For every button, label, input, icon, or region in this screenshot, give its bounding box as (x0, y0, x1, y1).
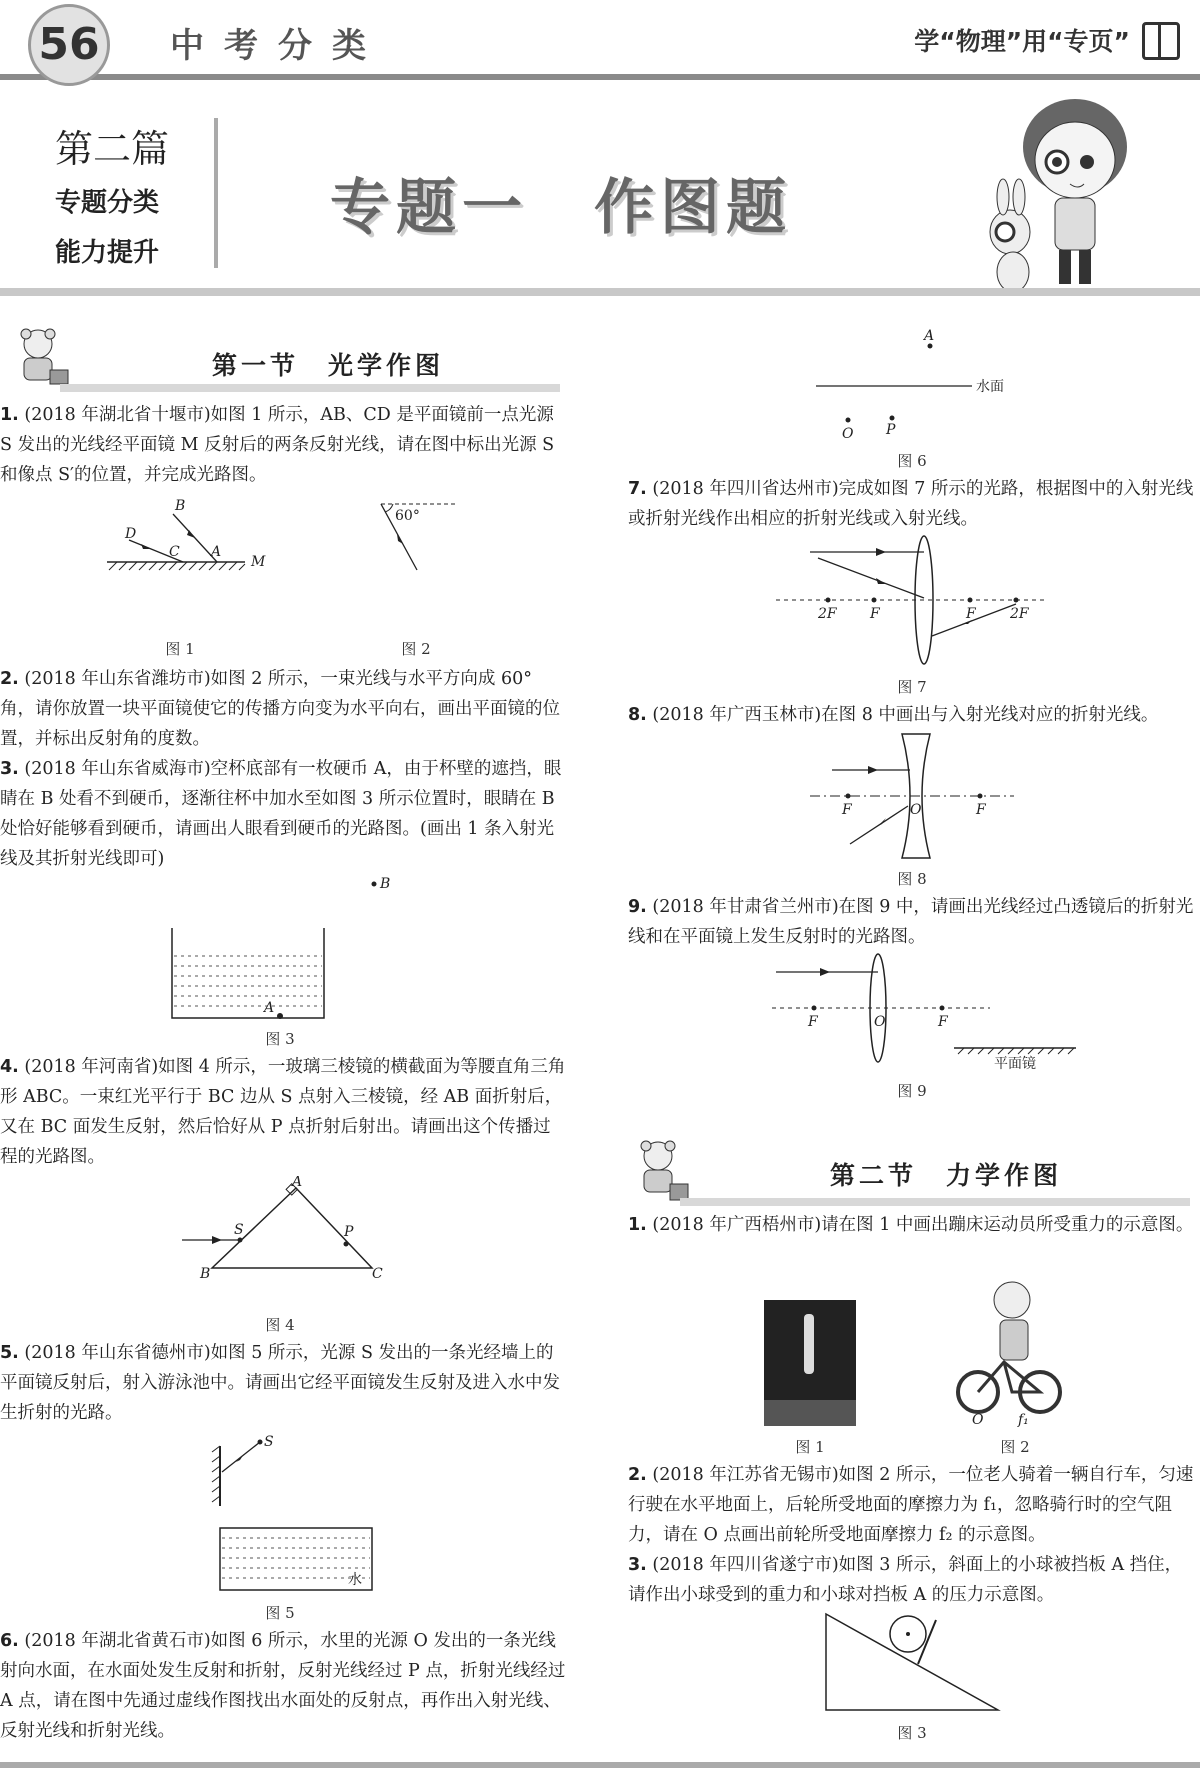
s2-figure-caption-1: 图 1 (795, 1438, 825, 1456)
divider (214, 118, 218, 268)
question-9 (628, 892, 1194, 952)
question-number: 2. (628, 1465, 647, 1485)
svg-text:F: F (808, 1014, 818, 1030)
svg-text:F: F (842, 802, 852, 818)
mascot-illustration (975, 92, 1155, 297)
figure-caption-8: 图 8 (897, 870, 927, 888)
question-text: (2018 年河南省)如图 4 所示，一玻璃三棱镜的横截面为等腰直角三角形 ABC。一束红光平行于 BC 边从 S 点射入三棱镜，经 AB 面折射后，又在 BC 面发生反射，然后恰好从 P 点折射后射出。请画出这个传播过程的光路图。 (0, 1057, 566, 1167)
water-label: 水 (348, 1572, 362, 1588)
section2-question-3 (628, 1550, 1194, 1610)
question-number: 1. (628, 1215, 647, 1235)
cyclist-illustration (952, 1278, 1064, 1428)
s2-figure-caption-2: 图 2 (1000, 1438, 1030, 1456)
question-text: (2018 年四川省达州市)完成如图 7 所示的光路，根据图中的入射光线或折射光线作出相应的折射光线或入射光线。 (628, 479, 1194, 529)
section1-bar (60, 384, 560, 392)
section2-bar (680, 1198, 1190, 1206)
figure-caption-1: 图 1 (165, 640, 195, 658)
question-text: (2018 年山东省德州市)如图 5 所示，光源 S 发出的一条光经墙上的平面镜反射后，射入游泳池中。请画出它经平面镜发生反射及进入水中发生折射的光路。 (0, 1343, 560, 1423)
figure-caption-2: 图 2 (401, 640, 431, 658)
figure-5 (200, 1432, 384, 1592)
question-2 (0, 664, 566, 754)
figure-4 (176, 1176, 396, 1280)
book-icon (1142, 22, 1180, 60)
question-6 (0, 1626, 566, 1746)
question-number: 2. (0, 669, 19, 689)
band-rule (0, 288, 1200, 296)
question-3 (0, 754, 566, 874)
question-5 (0, 1338, 566, 1428)
question-number: 9. (628, 897, 647, 917)
svg-text:B: B (175, 498, 186, 514)
figure-caption-6: 图 6 (897, 452, 927, 470)
footer-rule (0, 1762, 1200, 1768)
question-number: 6. (0, 1631, 19, 1651)
question-4 (0, 1052, 566, 1172)
figure-caption-3: 图 3 (265, 1030, 295, 1048)
part-subtitle-2: 能力提升 (55, 238, 160, 268)
svg-text:O: O (972, 1412, 984, 1428)
question-number: 5. (0, 1343, 19, 1363)
figure-1-2 (95, 492, 455, 594)
header-rule (0, 74, 1200, 80)
svg-text:A: A (292, 1176, 303, 1190)
figure-3 (160, 868, 400, 1020)
svg-text:S: S (264, 1434, 274, 1450)
figure-7 (776, 532, 1058, 672)
figure-caption-9: 图 9 (897, 1082, 927, 1100)
question-text: (2018 年湖北省黄石市)如图 6 所示，水里的光源 O 发出的一条光线射向水面，在水面处发生反射和折射，反射光线经过 P 点，折射光线经过 A 点，请在图中先通过虚线作图找出水面处的反射点，再作出入射光线、反射光线和折射光线。 (0, 1631, 566, 1741)
question-text: (2018 年山东省潍坊市)如图 2 所示，一束光线与水平方向成 60°角，请你放置一块平面镜使它的传播方向变为水平向右，画出平面镜的位置，并标出反射角的度数。 (0, 669, 560, 749)
svg-text:M: M (251, 554, 266, 570)
svg-text:S: S (234, 1222, 244, 1238)
section2-question-1 (628, 1210, 1194, 1240)
figure-9 (770, 952, 1082, 1072)
water-surface-label: 水面 (976, 379, 1004, 395)
svg-text:A: A (211, 544, 222, 560)
question-number: 1. (0, 405, 19, 425)
page-number: 56 (28, 4, 110, 86)
svg-text:D: D (125, 526, 137, 542)
question-text: (2018 年山东省威海市)空杯底部有一枚硬币 A，由于杯壁的遮挡，眼睛在 B 处看不到硬币，逐渐往杯中加水至如图 3 所示位置时，眼睛在 B 处恰好能够看到硬币，请画出人眼看到硬币的光路图。(画出 1 条入射光线及其折射光线即可) (0, 759, 562, 869)
question-number: 7. (628, 479, 647, 499)
svg-text:A: A (924, 328, 935, 344)
section2-question-2 (628, 1460, 1194, 1550)
question-text: (2018 年广西梧州市)请在图 1 中画出蹦床运动员所受重力的示意图。 (652, 1215, 1194, 1235)
figure-caption-5: 图 5 (265, 1604, 295, 1622)
svg-text:F: F (938, 1014, 948, 1030)
section1-title: 第一节 光学作图 (212, 351, 445, 380)
svg-text:B: B (200, 1266, 211, 1280)
svg-text:F: F (870, 606, 880, 622)
running-head: 中考分类 (170, 26, 386, 66)
question-text: (2018 年广西玉林市)在图 8 中画出与入射光线对应的折射光线。 (652, 705, 1159, 725)
svg-text:P: P (886, 422, 896, 438)
part-title: 第二篇 (55, 127, 170, 171)
angle-label: 60° (395, 508, 420, 524)
svg-text:O: O (910, 802, 922, 818)
question-text: (2018 年甘肃省兰州市)在图 9 中，请画出光线经过凸透镜后的折射光线和在平面镜上发生反射时的光路图。 (628, 897, 1194, 947)
svg-text:C: C (169, 544, 180, 560)
part-subtitle-1: 专题分类 (55, 188, 160, 218)
s2-figure-caption-3: 图 3 (897, 1724, 927, 1742)
svg-text:2F: 2F (1010, 606, 1029, 622)
question-text: (2018 年四川省遂宁市)如图 3 所示，斜面上的小球被挡板 A 挡住，请作出小球受到的重力和小球对挡板 A 的压力示意图。 (628, 1555, 1183, 1605)
svg-text:2F: 2F (818, 606, 837, 622)
question-text: (2018 年湖北省十堰市)如图 1 所示，AB、CD 是平面镜前一点光源 S 发出的光线经平面镜 M 反射后的两条反射光线，请在图中标出光源 S 和像点 S′的位置，并完成光路图。 (0, 405, 555, 485)
figure-caption-4: 图 4 (265, 1316, 295, 1334)
question-7 (628, 474, 1194, 534)
svg-text:F: F (976, 802, 986, 818)
figure-caption-7: 图 7 (897, 678, 927, 696)
plane-mirror-label: 平面镜 (994, 1056, 1036, 1072)
trampoline-photo (764, 1300, 856, 1426)
slogan: 学“物理”用“专页” (914, 27, 1130, 56)
svg-text:P: P (344, 1224, 354, 1240)
bear-icon-2 (632, 1138, 690, 1204)
svg-text:O: O (874, 1014, 886, 1030)
svg-text:A: A (264, 1000, 275, 1016)
incline-figure (818, 1612, 1006, 1716)
question-1 (0, 400, 566, 490)
question-number: 4. (0, 1057, 19, 1077)
svg-text:O: O (842, 426, 854, 442)
svg-text:f₁: f₁ (1018, 1412, 1029, 1428)
question-8 (628, 700, 1194, 730)
topic-title: 专题一 作图题 (330, 173, 792, 243)
question-number: 3. (0, 759, 19, 779)
question-number: 8. (628, 705, 647, 725)
figure-6 (812, 326, 1032, 442)
section2-title: 第二节 力学作图 (830, 1161, 1063, 1190)
figure-8 (806, 732, 1018, 862)
svg-text:C: C (372, 1266, 383, 1280)
svg-text:B: B (380, 876, 391, 892)
question-text: (2018 年江苏省无锡市)如图 2 所示，一位老人骑着一辆自行车，匀速行驶在水平地面上，后轮所受地面的摩擦力为 f₁，忽略骑行时的空气阻力，请在 O 点画出前轮所受地面摩擦力 f₂ 的示意图。 (628, 1465, 1194, 1545)
bear-icon (12, 326, 70, 388)
question-number: 3. (628, 1555, 647, 1575)
svg-text:F: F (966, 606, 976, 622)
